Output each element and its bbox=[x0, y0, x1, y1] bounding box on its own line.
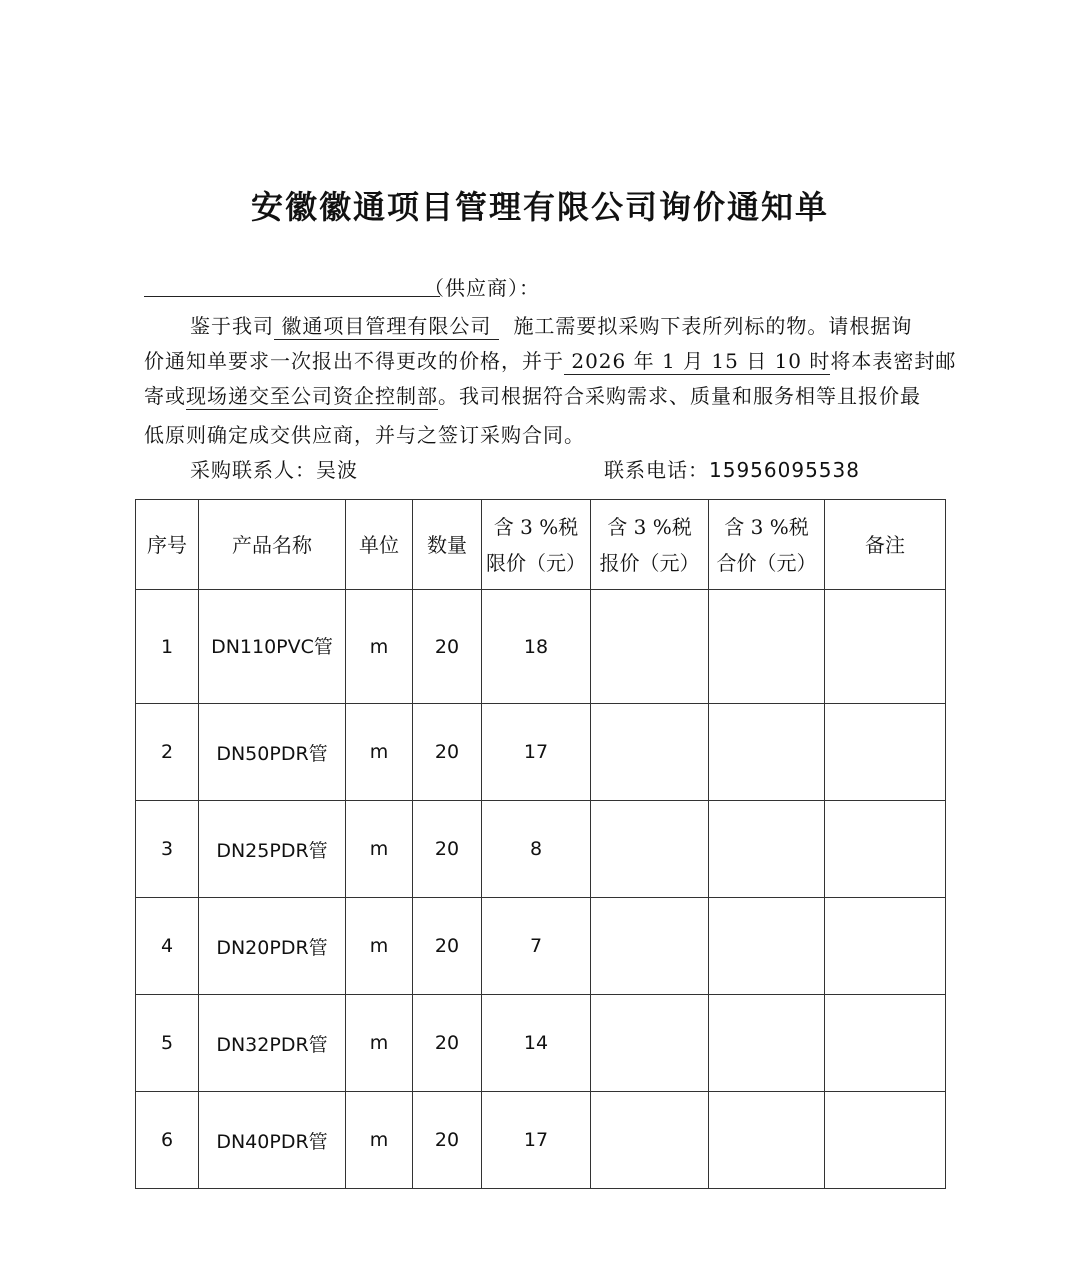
table-row bbox=[136, 590, 946, 704]
phone-number: 15956095538 bbox=[709, 458, 860, 482]
cell-quote[interactable] bbox=[591, 704, 709, 801]
cell-limit: 14 bbox=[482, 995, 591, 1092]
table-row bbox=[136, 704, 946, 801]
cell-limit: 18 bbox=[482, 590, 591, 704]
para-line2-post: 将本表密封邮 bbox=[830, 349, 957, 373]
cell-name: DN40PDR管 bbox=[199, 1092, 346, 1189]
para-line2-pre: 价通知单要求一次报出不得更改的价格，并于 bbox=[144, 349, 564, 373]
cell-total[interactable] bbox=[709, 590, 825, 704]
cell-name: DN32PDR管 bbox=[199, 995, 346, 1092]
cell-seq: 6 bbox=[136, 1092, 199, 1189]
cell-qty: 20 bbox=[413, 704, 482, 801]
para-line3-pre: 寄或 bbox=[144, 384, 186, 408]
cell-qty: 20 bbox=[413, 590, 482, 704]
cell-unit: m bbox=[346, 995, 413, 1092]
cell-qty: 20 bbox=[413, 801, 482, 898]
header-name: 产品名称 bbox=[199, 500, 346, 590]
cell-unit: m bbox=[346, 590, 413, 704]
paragraph-line-2 bbox=[144, 345, 956, 374]
table-header-row bbox=[136, 500, 946, 590]
cell-qty: 20 bbox=[413, 898, 482, 995]
cell-seq: 2 bbox=[136, 704, 199, 801]
price-inquiry-table bbox=[135, 499, 946, 1189]
paragraph-line-3 bbox=[144, 380, 921, 409]
cell-qty: 20 bbox=[413, 1092, 482, 1189]
table-row bbox=[136, 801, 946, 898]
contact-phone-line bbox=[604, 454, 860, 483]
cell-unit: m bbox=[346, 801, 413, 898]
cell-remark[interactable] bbox=[825, 704, 946, 801]
cell-quote[interactable] bbox=[591, 590, 709, 704]
company-name: 徽通项目管理有限公司 bbox=[274, 314, 499, 338]
cell-total[interactable] bbox=[709, 995, 825, 1092]
table-row bbox=[136, 898, 946, 995]
contact-person: 采购联系人：吴波 bbox=[190, 458, 358, 482]
supplier-name-blank bbox=[144, 296, 440, 297]
header-qty: 数量 bbox=[413, 500, 482, 590]
paragraph-line-1 bbox=[190, 310, 912, 339]
cell-name: DN110PVC管 bbox=[199, 590, 346, 704]
cell-total[interactable] bbox=[709, 801, 825, 898]
cell-remark[interactable] bbox=[825, 590, 946, 704]
cell-limit: 17 bbox=[482, 1092, 591, 1189]
cell-total[interactable] bbox=[709, 704, 825, 801]
cell-quote[interactable] bbox=[591, 801, 709, 898]
phone-label: 联系电话： bbox=[604, 458, 709, 482]
document-title: 安徽徽通项目管理有限公司询价通知单 bbox=[250, 188, 829, 226]
cell-seq: 1 bbox=[136, 590, 199, 704]
cell-remark[interactable] bbox=[825, 995, 946, 1092]
cell-limit: 17 bbox=[482, 704, 591, 801]
cell-name: DN20PDR管 bbox=[199, 898, 346, 995]
submit-place: 现场递交至公司资企控制部 bbox=[186, 384, 438, 408]
header-limit-price: 含 3 %税 限价（元） bbox=[482, 500, 591, 590]
para-prefix: 鉴于我司 bbox=[190, 314, 274, 338]
header-seq: 序号 bbox=[136, 500, 199, 590]
header-remark: 备注 bbox=[825, 500, 946, 590]
table-row bbox=[136, 995, 946, 1092]
cell-seq: 3 bbox=[136, 801, 199, 898]
cell-unit: m bbox=[346, 1092, 413, 1189]
cell-quote[interactable] bbox=[591, 1092, 709, 1189]
cell-quote[interactable] bbox=[591, 898, 709, 995]
cell-seq: 4 bbox=[136, 898, 199, 995]
para-line3-post: 。我司根据符合采购需求、质量和服务相等且报价最 bbox=[438, 384, 921, 408]
cell-quote[interactable] bbox=[591, 995, 709, 1092]
cell-name: DN50PDR管 bbox=[199, 704, 346, 801]
cell-unit: m bbox=[346, 898, 413, 995]
header-total-price: 含 3 %税 合价（元） bbox=[709, 500, 825, 590]
cell-unit: m bbox=[346, 704, 413, 801]
header-unit: 单位 bbox=[346, 500, 413, 590]
cell-total[interactable] bbox=[709, 898, 825, 995]
cell-total[interactable] bbox=[709, 1092, 825, 1189]
header-quote-price: 含 3 %税 报价（元） bbox=[591, 500, 709, 590]
cell-qty: 20 bbox=[413, 995, 482, 1092]
cell-limit: 8 bbox=[482, 801, 591, 898]
cell-seq: 5 bbox=[136, 995, 199, 1092]
cell-name: DN25PDR管 bbox=[199, 801, 346, 898]
cell-remark[interactable] bbox=[825, 801, 946, 898]
cell-remark[interactable] bbox=[825, 1092, 946, 1189]
paragraph-line-4: 低原则确定成交供应商，并与之签订采购合同。 bbox=[144, 423, 585, 447]
cell-remark[interactable] bbox=[825, 898, 946, 995]
deadline-text: 2026 年 1 月 15 日 10 时 bbox=[564, 349, 831, 373]
cell-limit: 7 bbox=[482, 898, 591, 995]
supplier-suffix: （供应商）： bbox=[424, 276, 540, 300]
para-line1-rest: 施工需要拟采购下表所列标的物。请根据询 bbox=[513, 314, 913, 338]
table-row bbox=[136, 1092, 946, 1189]
